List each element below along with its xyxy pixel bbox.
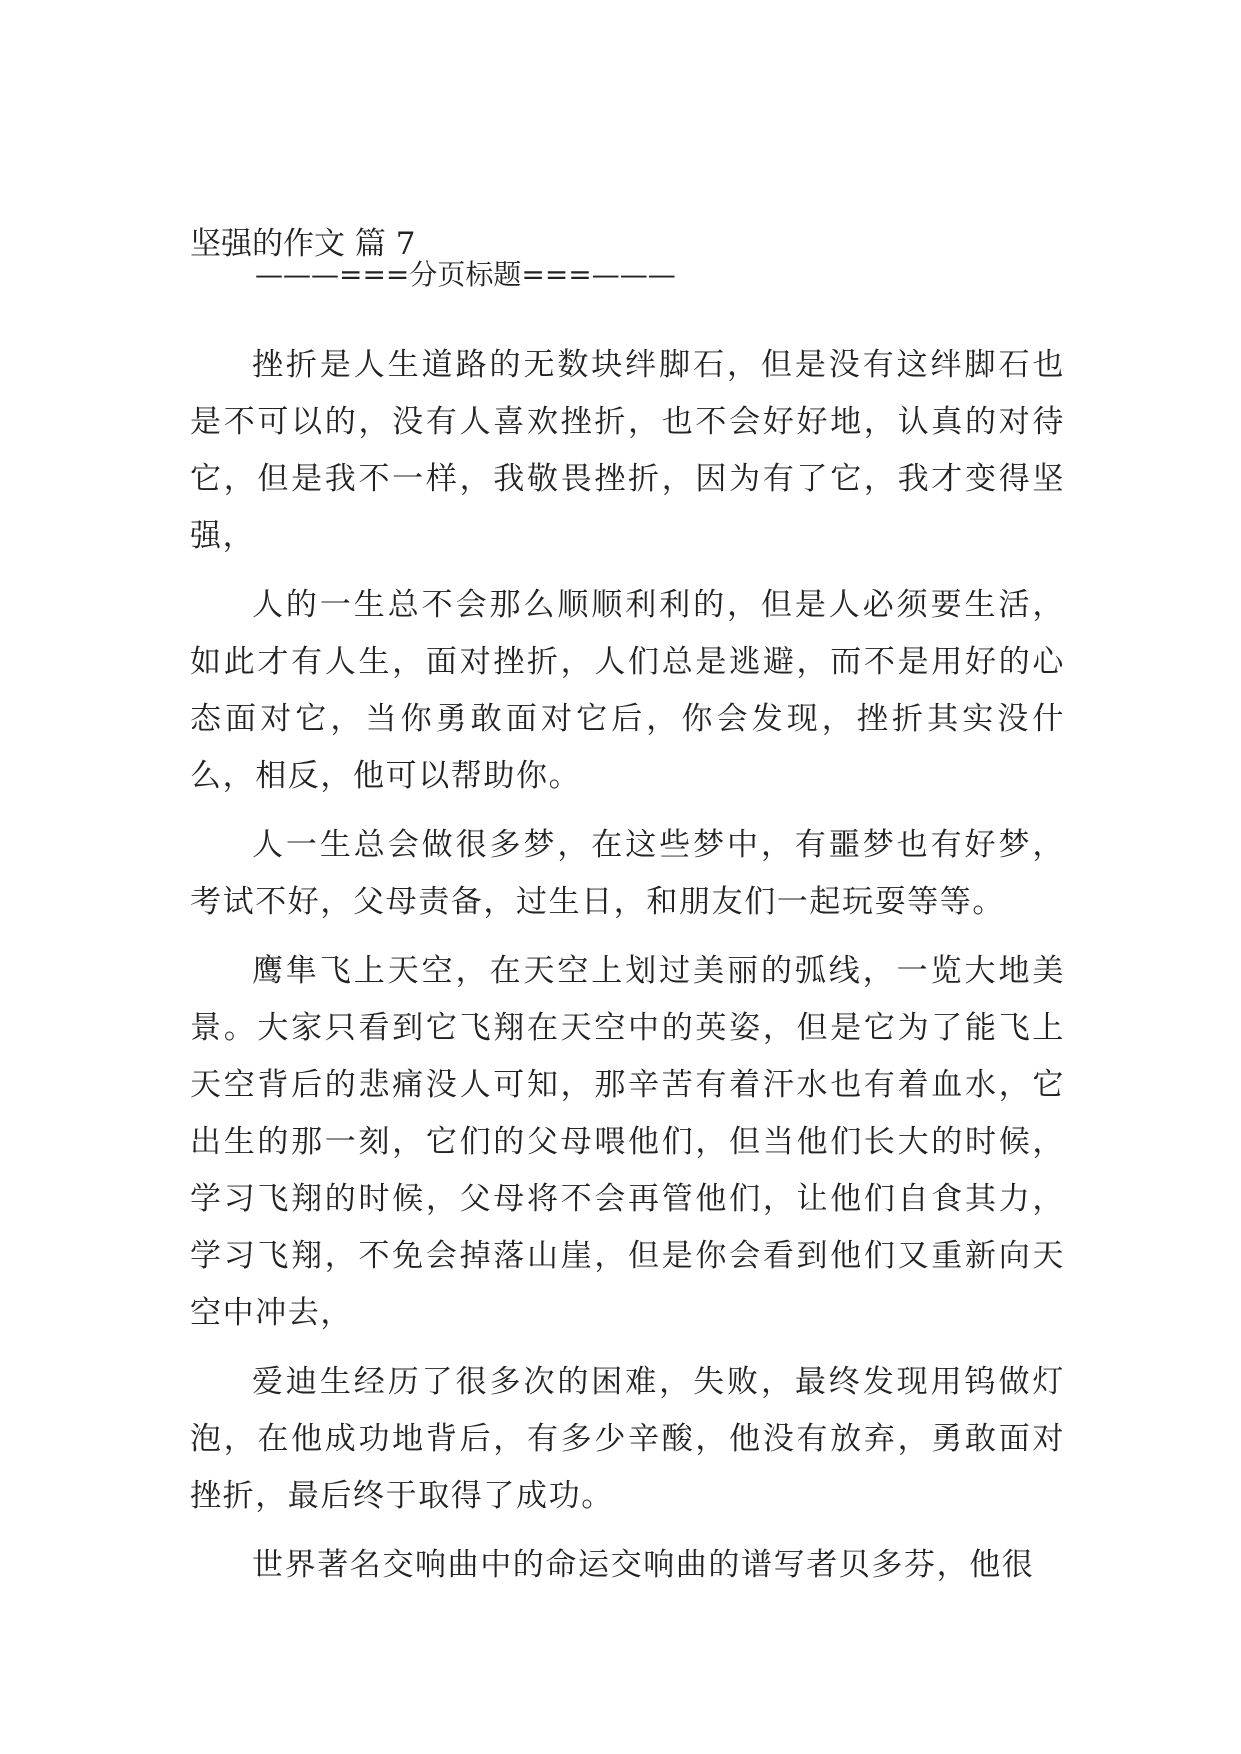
document-title: 坚强的作文 篇 7 [190, 226, 416, 262]
page-break-heading: ———===分页标题===——— [255, 258, 676, 291]
paragraph: 鹰隼飞上天空，在天空上划过美丽的弧线，一览大地美景。大家只看到它飞翔在天空中的英姿，但是它为了能飞上天空背后的悲痛没人可知，那辛苦有着汗水也有着血水，它出生的那一刻，它们的父母喂他们，但当他们长大的时候，学习飞翔的时候，父母将不会再管他们，让他们自食其力，学习飞翔，不免会掉落山崖，但是你会看到他们又重新向天空中冲去， [190, 953, 1065, 1331]
paragraph: 挫折是人生道路的无数块绊脚石，但是没有这绊脚石也是不可以的，没有人喜欢挫折，也不会好好地，认真的对待它，但是我不一样，我敬畏挫折，因为有了它，我才变得坚强， [190, 347, 1065, 554]
paragraph: 人一生总会做很多梦，在这些梦中，有噩梦也有好梦，考试不好，父母责备，过生日，和朋友们一起玩耍等等。 [190, 827, 1065, 920]
document-body [190, 337, 1065, 1606]
paragraph: 人的一生总不会那么顺顺利利的，但是人必须要生活，如此才有人生，面对挫折，人们总是逃避，而不是用好的心态面对它，当你勇敢面对它后，你会发现，挫折其实没什么，相反，他可以帮助你。 [190, 587, 1065, 794]
paragraph: 世界著名交响曲中的命运交响曲的谱写者贝多芬，他很 [252, 1547, 1035, 1583]
paragraph: 爱迪生经历了很多次的困难，失败，最终发现用钨做灯泡，在他成功地背后，有多少辛酸，他没有放弃，勇敢面对挫折，最后终于取得了成功。 [190, 1364, 1065, 1514]
